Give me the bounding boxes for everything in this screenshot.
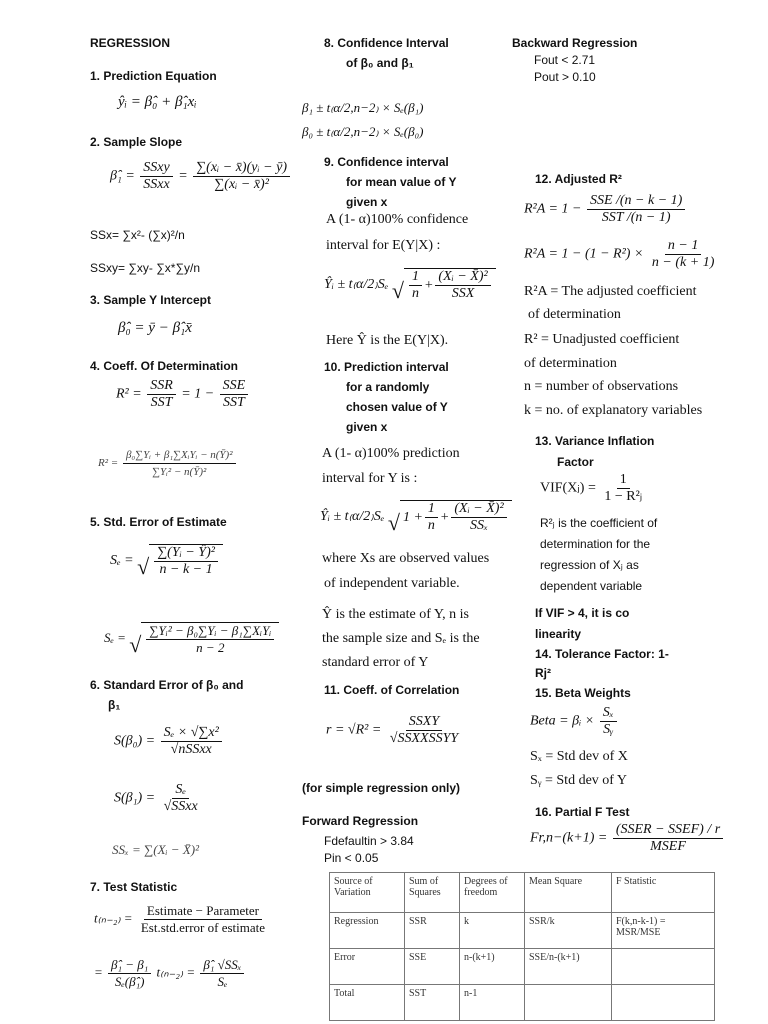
anova-cell: Total [330,985,405,1021]
anova-cell: SSE/n-(k+1) [525,949,612,985]
anova-cell [612,949,715,985]
vif-lhs: VIF(Xⱼ) = [540,480,596,496]
anova-cell: Error [330,949,405,985]
tolerance-factor-line1: 14. Tolerance Factor: 1- [535,647,669,661]
ci-mean-text2: interval for E(Y|X) : [326,238,441,253]
anova-cell: SSR [405,913,460,949]
anova-header-cell: Mean Square [525,873,612,913]
t2-num2: β̂₁ √SSₓ [200,957,244,974]
vif-den: 1 − R²ⱼ [604,489,643,504]
heading-test-statistic: 7. Test Statistic [90,880,178,894]
pf-lhs: Fr,n−(k+1) = [530,830,608,846]
slope-den1: SSxx [143,177,170,192]
t2-mid: t₍ₙ₋₂₎ = [156,964,196,980]
anova-header-row [330,873,715,913]
r2-alt-den: ∑Yᵢ² − n(Ȳ)² [152,466,207,478]
t-num: Estimate − Parameter [144,903,262,920]
anova-header-cell: Degrees of freedom [460,873,525,913]
forward-fin: Fdefaultin > 3.84 [324,834,414,848]
backward-fout: Fout < 2.71 [534,53,596,67]
anova-header-cell: F Statistic [612,873,715,913]
sample-slope-formula: β̂₁ = $\frac{\text{SSxy}}{\text{SSxx}}$ = $\frac{\text{∑(xᵢ − x̄)(yᵢ − ȳ)}}{\text{∑(xᵢ − x̄)²}}$ [110,160,292,193]
r2-den1: SST [150,395,173,410]
intercept-equation: β̂₀ = ȳ − β̂₁x̄ [118,320,192,336]
anova-cell [612,985,715,1021]
adj-r2-desc2: of determination [528,307,621,322]
heading-ci-mean-line2: for mean value of Y [346,175,457,189]
pi-lead: Ŷᵢ ± t₍α/2₎Sₑ [320,509,385,525]
heading-vif-line1: 13. Variance Inflation [535,434,655,448]
anova-cell: SSR/k [525,913,612,949]
r-squared-alt-formula [98,447,238,480]
heading-sample-y-intercept: 3. Sample Y Intercept [90,293,211,307]
r2-den2: SST [223,395,245,410]
prediction-equation: ŷᵢ = β̂₀ + β̂₁xᵢ [118,94,197,110]
heading-backward-regression: Backward Regression [512,36,638,50]
vif-text2: determination for the [540,537,651,551]
sy-definition: Sᵧ = Std dev of Y [530,773,628,788]
heading-std-error-beta-line1: 6. Standard Error of β₀ and [90,678,244,692]
se-beta1-formula [114,782,203,815]
adj-r2-num: SSE /(n − k − 1) [587,193,685,210]
r-den: √SSXXSSYY [389,731,459,746]
adj-r2-desc5: n = number of observations [524,379,679,394]
partial-f-formula [530,822,725,855]
anova-cell: k [460,913,525,949]
correlation-formula [326,714,463,747]
heading-prediction-equation: 1. Prediction Equation [90,69,217,83]
beta-num: Sₓ [600,705,617,722]
table-row [330,949,715,985]
heading-partial-f-test: 16. Partial F Test [535,805,630,819]
test-statistic-formula [94,903,270,936]
se-b0-lhs: S(β₀) = [114,733,156,749]
adj-r2-desc4: of determination [524,356,617,371]
ci-mean-note: Here Ŷ is the E(Y|X). [326,333,449,348]
vif-text4: dependent variable [540,579,643,593]
anova-cell: n-(k+1) [460,949,525,985]
adj-r2-alt-lhs: R²A = 1 − (1 − R²) × [524,246,644,262]
std-error-alt-formula: Sₑ = √ $\frac{\text{∑Yᵢ² − β₀∑Yᵢ − β₁∑XᵢYᵢ}}{n - 2}$ [104,622,279,656]
pi-formula: Ŷᵢ ± t₍α/2₎Sₑ √ 1 + $\frac{1}{n}$ + $\frac{\text{(Xᵢ − X̄)²}}{\text{SSₓ}}$ [320,500,512,534]
r2-alt-lhs: R² = [98,457,119,470]
heading-pi-line4: given x [346,420,388,434]
ssx-definition: SSx= ∑x²- (∑x)²/n [90,228,185,242]
heading-correlation: 11. Coeff. of Correlation [324,683,460,697]
ssx-sum-formula: SSₓ = ∑(Xᵢ − X̄)² [112,842,200,857]
anova-header-cell: Source of Variation [330,873,405,913]
anova-cell: n-1 [460,985,525,1021]
pf-num: (SSER − SSEF) / r [613,822,723,839]
heading-pi-line1: 10. Prediction interval [324,360,449,374]
r-num: SSXY [406,714,442,731]
vif-formula [540,472,647,505]
pi-n2: (Xᵢ − X̄)² [451,501,506,518]
heading-ci-mean-line3: given x [346,195,388,209]
t2-num: β̂₁ − β₁ [108,957,151,974]
page-title: REGRESSION [90,36,171,50]
se-alt-num: ∑Yᵢ² − β₀∑Yᵢ − β₁∑XᵢYᵢ [146,623,274,640]
ci-mean-n2: (Xᵢ − X̄)² [435,269,490,286]
r2-mid: = 1 − [181,386,215,402]
test-statistic-alt-formula [94,957,246,990]
heading-pi-line2: for a randomly [346,380,430,394]
ssxy-definition: SSxy= ∑xy- ∑x*∑y/n [90,261,201,275]
r-lhs: r = √R² = [326,722,382,738]
t2-den2: Sₑ [217,974,228,989]
heading-beta-weights: 15. Beta Weights [535,686,631,700]
adj-r2-alt-den: n − (k + 1) [651,255,715,270]
std-error-formula: Sₑ = √ $\frac{\text{∑(Yᵢ − Ŷ)²}}{n - k - 1}$ [110,544,223,578]
adjusted-r2-alt-formula [524,238,719,271]
vif-num: 1 [617,472,630,489]
t-lhs: t₍ₙ₋₂₎ = [94,910,133,926]
heading-vif-line2: Factor [557,455,594,469]
pi-text1: A (1- α)100% prediction [322,446,460,461]
t2-den: Sₑ(β̂₁) [114,974,145,989]
pi-text2: interval for Y is : [322,471,418,486]
slope-den2: ∑(xᵢ − x̄)² [214,177,269,192]
heading-ci-mean-line1: 9. Confidence interval [324,155,449,169]
se-alt-den: n − 2 [196,640,225,655]
adj-r2-lhs: R²A = 1 − [524,201,582,217]
anova-cell: SSE [405,949,460,985]
slope-num2: ∑(xᵢ − x̄)(yᵢ − ȳ) [193,160,290,177]
pf-den: MSEF [650,839,686,854]
t2-lead: = [94,964,103,980]
adj-r2-desc1: R²A = The adjusted coefficient [524,284,697,299]
slope-lhs: β̂₁ = [110,168,135,184]
vif-text1: R²ⱼ is the coefficient of [540,516,658,530]
heading-ci-beta-line1: 8. Confidence Interval [324,36,449,50]
beta-den: Sᵧ [603,722,614,737]
ci-mean-formula: Ŷᵢ ± t₍α/2₎Sₑ √ $\frac{1}{n}$ + $\frac{\text{(Xᵢ − X̄)²}}{\text{SSX}}$ [324,268,496,302]
se-alt-lhs: Sₑ = [104,629,126,645]
ci-mean-d2: SSX [451,286,475,301]
table-row [330,913,715,949]
heading-adjusted-r2: 12. Adjusted R² [535,172,622,186]
t-den: Est.std.error of estimate [140,920,266,935]
adjusted-r2-formula [524,193,687,226]
se-beta0-formula [114,725,224,758]
heading-sample-slope: 2. Sample Slope [90,135,183,149]
r2-num1: SSR [147,378,176,395]
r2-alt-num: β₀∑Yᵢ + β₁∑XᵢYᵢ − n(Ȳ)² [123,447,236,464]
heading-std-error-beta-line2: β₁ [108,698,121,712]
forward-pin: Pin < 0.05 [324,851,379,865]
se-num: ∑(Yᵢ − Ŷ)² [154,545,218,562]
se-den: n − k − 1 [159,562,213,577]
heading-pi-line3: chosen value of Y [346,400,448,414]
sx-definition: Sₓ = Std dev of X [530,749,628,764]
pi-note3: Ŷ is the estimate of Y, n is [322,607,469,622]
se-b1-lhs: S(β₁) = [114,790,156,806]
heading-forward-regression: Forward Regression [302,814,419,828]
ci-mean-d1: n [411,286,419,301]
pi-note5: standard error of Y [322,655,429,670]
simple-regression-note: (for simple regression only) [302,781,461,795]
r2-num2: SSE [220,378,249,395]
anova-cell: F(k,n-k-1) = MSR/MSE [612,913,715,949]
vif-threshold-line2: linearity [535,627,582,641]
tolerance-factor-line2: Rj² [535,666,551,680]
vif-threshold-line1: If VIF > 4, it is co [535,606,630,620]
se-b0-num: Sₑ × √∑x² [161,725,222,742]
anova-header-cell: Sum of Squares [405,873,460,913]
pi-note2: of independent variable. [324,576,460,591]
ci-mean-lead: Ŷᵢ ± t₍α/2₎Sₑ [324,277,389,293]
backward-pout: Pout > 0.10 [534,70,596,84]
pi-d2: SSₓ [470,518,488,533]
ci-beta0-formula: β₀ ± t₍α/2,n−2₎ × Sₑ(β₀) [302,124,424,139]
se-b1-num: Sₑ [172,782,189,799]
adj-r2-desc6: k = no. of explanatory variables [524,403,703,418]
heading-std-error-estimate: 5. Std. Error of Estimate [90,515,227,529]
slope-num1: SSxy [140,160,172,177]
vif-text3: regression of Xⱼ as [540,558,639,572]
se-b1-den: √SSxx [163,799,198,814]
r-squared-formula [116,378,250,411]
pi-d1: n [427,518,435,533]
r2-lhs: R² = [116,386,142,402]
adj-r2-desc3: R² = Unadjusted coefficient [524,332,680,347]
se-b0-den: √nSSxx [170,742,212,757]
adj-r2-den: SST /(n − 1) [601,210,671,225]
pi-note4: the sample size and Sₑ is the [322,631,480,646]
table-row [330,985,715,1021]
pi-n1: 1 [425,501,438,518]
anova-cell [525,985,612,1021]
ci-mean-n1: 1 [409,269,422,286]
heading-coeff-determination: 4. Coeff. Of Determination [90,359,239,373]
ci-beta1-formula: β₁ ± t₍α/2,n−2₎ × Sₑ(β₁) [302,100,424,115]
pi-note1: where Xs are observed values [322,551,490,566]
adj-r2-alt-num: n − 1 [665,238,701,255]
ci-mean-text1: A (1- α)100% confidence [326,212,469,227]
anova-cell: SST [405,985,460,1021]
se-lhs: Sₑ = [110,553,134,569]
beta-weights-formula [530,705,619,738]
anova-cell: Regression [330,913,405,949]
beta-lhs: Beta = βᵢ × [530,713,595,729]
heading-ci-beta-line2: of β₀ and β₁ [346,56,414,70]
anova-table [329,872,715,1021]
